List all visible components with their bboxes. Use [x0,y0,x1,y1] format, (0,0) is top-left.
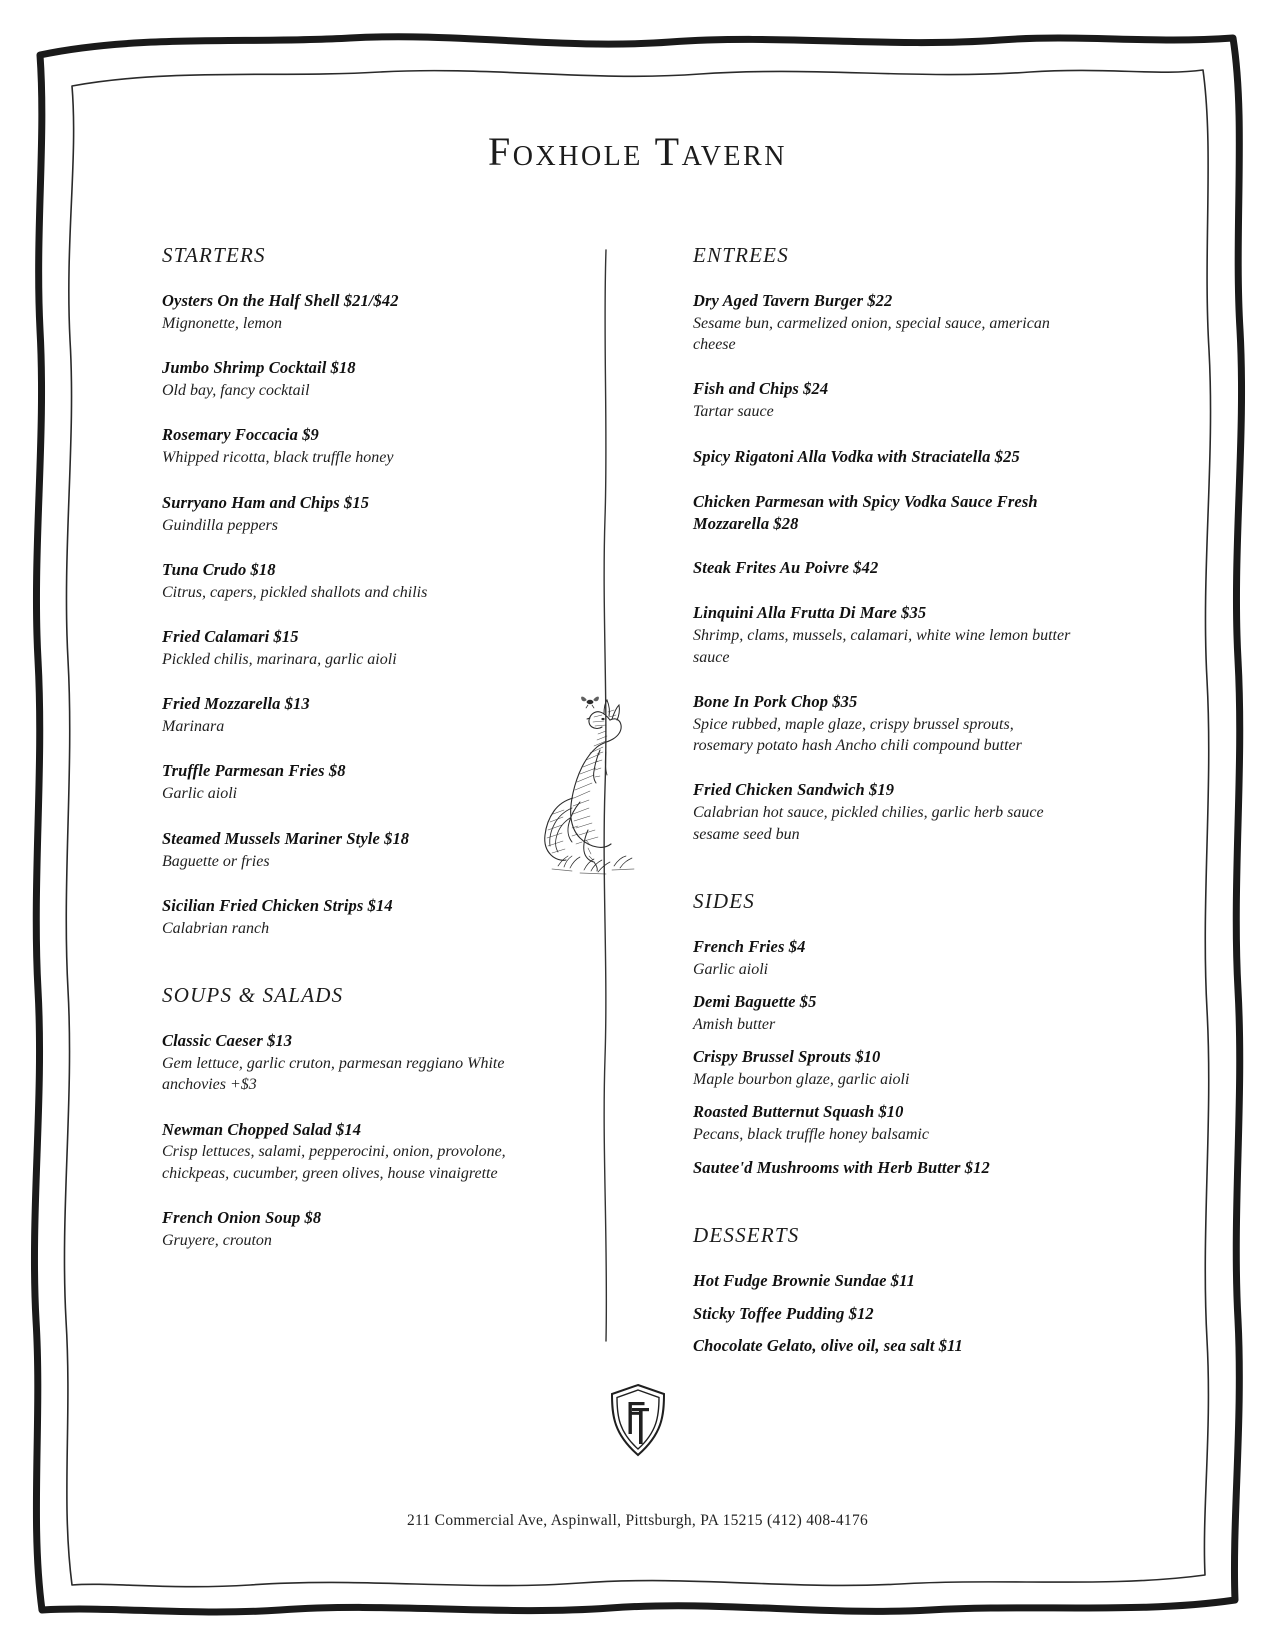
menu-item [693,779,1073,844]
item-name: Truffle Parmesan Fries $8 [162,761,346,781]
item-name: Steak Frites Au Poivre $42 [693,558,879,578]
item-description: Pecans, black truffle honey balsamic [693,1126,929,1144]
menu-item [693,1046,1073,1090]
item-name: Dry Aged Tavern Burger $22 [693,291,893,310]
item-name: Crispy Brussel Sprouts $10 [693,1047,881,1067]
menu-item [162,424,562,468]
grass-tufts [552,856,634,874]
section-heading-starters: STARTERS [162,243,266,267]
item-name: Sticky Toffee Pudding $12 [693,1303,874,1323]
section-heading-desserts: DESSERTS [693,1222,800,1247]
menu-item [693,1101,1073,1145]
item-name: Sicilian Fried Chicken Strips $14 [162,895,393,915]
menu-item [162,559,562,603]
item-description: Pickled chilis, marinara, garlic aioli [162,650,397,668]
section-heading-soups-salads: SOUPS & SALADS [162,983,344,1008]
item-name: Chocolate Gelato, olive oil, sea salt $11 [693,1336,963,1356]
item-description: Calabrian hot sauce, pickled chilies, garlic herb sauce sesame seed bun [693,804,1044,843]
menu-item [162,895,562,939]
menu-item [162,1207,562,1251]
item-description: Spice rubbed, maple glaze, crispy brussel sprouts, rosemary potato hash Ancho chili compound butter [693,715,1022,755]
ft-monogram [628,1402,649,1444]
fox-body [545,700,621,871]
item-name: Sautee'd Mushrooms with Herb Butter $12 [693,1157,990,1177]
page-title: Foxhole Tavern [488,129,787,174]
item-name: Newman Chopped Salad $14 [162,1119,362,1139]
item-name: Hot Fudge Brownie Sundae $11 [693,1270,915,1290]
item-name: French Onion Soup $8 [162,1207,322,1227]
fox-hatching [547,710,616,860]
menu-item [693,991,1073,1035]
item-name: Demi Baguette $5 [693,992,817,1012]
menu-item [693,491,1073,535]
bee-icon [581,697,599,708]
item-name: Classic Caeser $13 [162,1031,293,1051]
item-description: Garlic aioli [162,785,238,803]
menu-item [162,693,562,737]
item-description: Calabrian ranch [162,919,270,937]
item-description: Marinara [162,718,225,736]
item-description: Mignonette, lemon [162,314,282,332]
menu-item [162,492,562,536]
item-name: Surryano Ham and Chips $15 [162,492,370,512]
item-description: Shrimp, clams, mussels, calamari, white wine lemon butter sauce [693,627,1071,666]
item-name: Tuna Crudo $18 [162,559,276,579]
item-description: Amish butter [693,1015,776,1033]
menu-item [693,446,1073,468]
menu-item [162,1030,562,1095]
item-name: Bone In Pork Chop $35 [693,691,858,711]
item-name: Steamed Mussels Mariner Style $18 [162,828,410,848]
item-name: Fried Mozzarella $13 [162,694,310,714]
menu-item [693,1303,1073,1325]
menu-item [693,691,1073,756]
menu-item [693,1157,1073,1179]
menu-item [693,1335,1073,1357]
menu-item [693,290,1073,355]
item-description: Baguette or fries [162,852,270,870]
right-column [693,243,1073,1357]
leaping-fox-illustration [528,690,658,890]
menu-item [693,378,1073,422]
item-description: Old bay, fancy cocktail [162,382,310,400]
item-name: Fried Calamari $15 [162,627,299,647]
item-description: Gem lettuce, garlic cruton, parmesan reggiano White anchovies +$3 [162,1054,505,1094]
item-description: Tartar sauce [693,403,774,421]
left-column [162,243,562,1251]
item-description: Citrus, capers, pickled shallots and chilis [162,583,428,601]
menu-item [693,557,1073,579]
section-heading-sides: SIDES [693,888,755,913]
menu-item [693,1270,1073,1292]
menu-item [162,290,562,334]
footer-address: 211 Commercial Ave, Aspinwall, Pittsburgh, PA 15215 (412) 408-4176 [406,1512,869,1529]
item-name: Rosemary Foccacia $9 [162,425,319,445]
section-heading-entrees: ENTREES [693,243,789,267]
item-description: Garlic aioli [693,960,769,978]
item-name: French Fries $4 [693,936,806,956]
shield-crest-logo [606,1382,670,1458]
item-name: Roasted Butternut Squash $10 [693,1102,904,1122]
menu-item [162,626,562,670]
menu-item [693,602,1073,667]
item-name: Linquini Alla Frutta Di Mare $35 [693,603,927,623]
menu-item [693,936,1073,980]
menu-item [162,1119,562,1184]
item-name: Spicy Rigatoni Alla Vodka with Straciatella $25 [693,446,1020,466]
item-name: Jumbo Shrimp Cocktail $18 [162,358,356,378]
item-description: Sesame bun, carmelized onion, special sauce, american cheese [693,314,1050,354]
item-description: Gruyere, crouton [162,1231,272,1249]
item-description: Crisp lettuces, salami, pepperocini, onion, provolone, chickpeas, cucumber, green olives, house vinaigrette [162,1143,506,1182]
item-description: Whipped ricotta, black truffle honey [162,449,394,467]
item-name: Oysters On the Half Shell $21/$42 [162,291,399,310]
item-description: Guindilla peppers [162,516,278,534]
menu-item [162,760,562,804]
menu-item [162,357,562,401]
menu-item [162,828,562,872]
item-name: Fish and Chips $24 [693,379,829,399]
item-name: Fried Chicken Sandwich $19 [693,780,895,800]
item-description: Maple bourbon glaze, garlic aioli [693,1071,910,1089]
item-name: Chicken Parmesan with Spicy Vodka Sauce Fresh Mozzarella $28 [693,491,1038,533]
